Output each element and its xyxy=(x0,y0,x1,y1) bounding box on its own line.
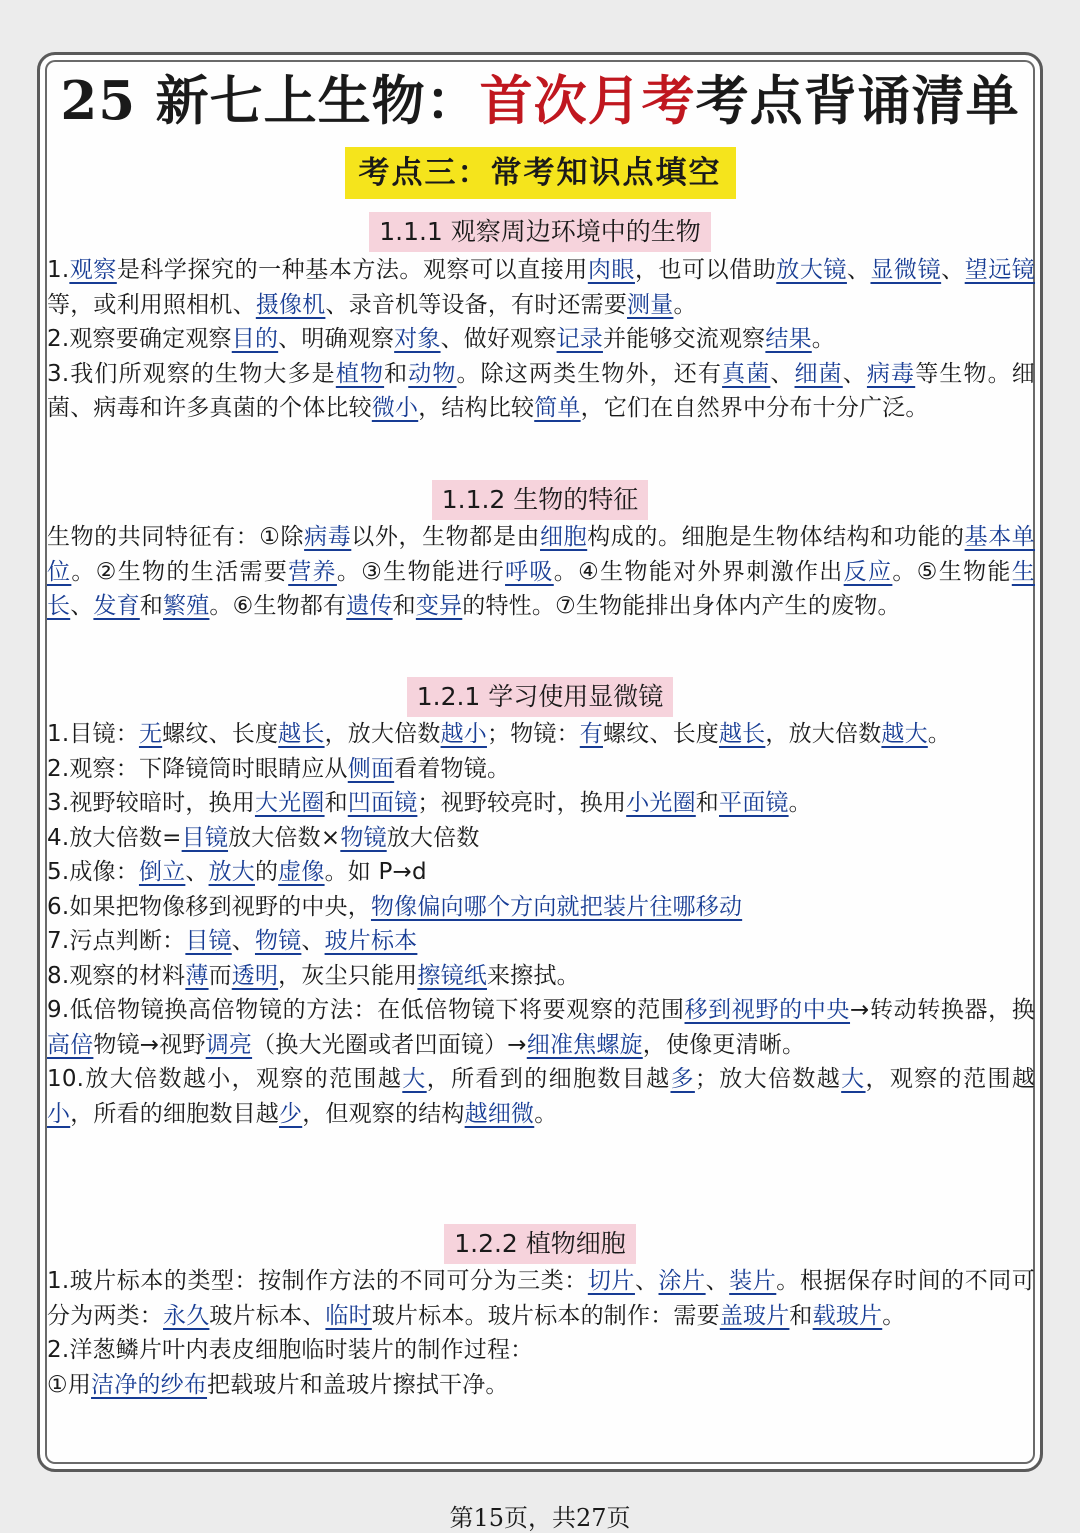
paragraph xyxy=(47,1264,1035,1333)
title-highlight: 首次月考 xyxy=(479,70,696,132)
keyword-answer: 载玻片 xyxy=(812,1302,883,1329)
text-run: 、 xyxy=(842,360,867,387)
keyword-answer: 大 xyxy=(402,1066,427,1092)
text-run: 玻片标本。玻片标本的制作：需要 xyxy=(371,1302,720,1329)
title-part1: 25 新七上生物： xyxy=(60,70,480,132)
text-run: 8.观察的材料 xyxy=(47,962,186,989)
text-run: 3.视野较暗时，换用 xyxy=(47,790,255,816)
section-body xyxy=(47,520,1035,624)
text-run: 物镜→视野 xyxy=(93,1031,206,1058)
keyword-answer: 少 xyxy=(279,1100,303,1127)
text-run: 。③生物能进行 xyxy=(336,558,506,585)
keyword-answer: 呼吸 xyxy=(505,558,554,585)
keyword-answer: 移到视野的中央 xyxy=(684,997,851,1023)
keyword-answer: 无 xyxy=(138,721,163,747)
text-run: ，结构比较 xyxy=(418,395,535,421)
paragraph xyxy=(47,520,1035,624)
page-number: 第15页，共27页 xyxy=(449,1504,631,1532)
subtitle-banner: 考点三：常考知识点填空 xyxy=(345,147,736,199)
keyword-answer: 越长 xyxy=(278,721,325,747)
text-run: 2.观察要确定观察 xyxy=(47,326,232,352)
text-run: ，但观察的结构 xyxy=(302,1100,465,1127)
keyword-answer: 放大镜 xyxy=(776,257,847,283)
keyword-answer: 测量 xyxy=(627,291,674,318)
text-run: 来擦拭。 xyxy=(486,962,580,989)
text-run: 5.成像： xyxy=(47,859,139,885)
text-run: 构成的。细胞是生物体结构和功能的 xyxy=(587,524,965,550)
text-run: 6.如果把物像移到视野的中央， xyxy=(47,893,371,920)
text-run: 和 xyxy=(324,790,348,816)
section-body xyxy=(47,253,1035,426)
keyword-answer: 结果 xyxy=(765,326,812,352)
text-run: 、 xyxy=(770,360,795,387)
keyword-answer: 小 xyxy=(47,1100,71,1127)
text-run: 。④生物能对外界刺激作出 xyxy=(553,558,844,585)
paragraph xyxy=(47,821,1035,856)
keyword-answer: 目镜 xyxy=(181,824,229,851)
keyword-answer: 大光圈 xyxy=(254,790,325,816)
text-run: 。⑤生物能 xyxy=(892,558,1012,585)
text-run: （换大光圈或者凹面镜）→ xyxy=(252,1031,527,1058)
section-heading-1-2-1 xyxy=(0,677,1080,717)
paragraph xyxy=(47,253,1035,322)
text-run: 、录音机等设备，有时还需要 xyxy=(325,291,628,318)
keyword-answer: 大 xyxy=(841,1066,866,1092)
text-run: 是科学探究的一种基本方法。观察可以直接用 xyxy=(116,257,588,283)
text-run: 的 xyxy=(254,859,279,885)
text-run: 4.放大倍数= xyxy=(47,824,182,851)
keyword-answer: 盖玻片 xyxy=(719,1302,790,1329)
keyword-answer: 调亮 xyxy=(205,1031,253,1058)
subtitle-wrap xyxy=(0,147,1080,199)
text-run: ，使像更清晰。 xyxy=(642,1031,806,1058)
text-run: 以外，生物都是由 xyxy=(351,524,541,550)
text-run: 。如 P→d xyxy=(324,859,427,885)
text-run: 螺纹、长度 xyxy=(602,721,719,747)
keyword-answer: 越细微 xyxy=(464,1100,535,1127)
text-run: 、 xyxy=(941,257,965,283)
text-run: 。根据保存时间的不同可分为两类： xyxy=(47,1268,1036,1329)
keyword-answer: 倒立 xyxy=(138,859,186,885)
keyword-answer: 洁净的纱布 xyxy=(91,1371,208,1398)
section-heading-1-1-2 xyxy=(0,480,1080,520)
text-run: ，它们在自然界中分布十分广泛。 xyxy=(580,395,929,421)
text-run: 1. xyxy=(47,257,70,283)
keyword-answer: 物像偏向哪个方向就把装片往哪移动 xyxy=(370,893,743,920)
keyword-answer: 繁殖 xyxy=(163,593,210,619)
keyword-answer: 细准焦螺旋 xyxy=(526,1031,643,1058)
paragraph xyxy=(47,993,1035,1062)
keyword-answer: 擦镜纸 xyxy=(417,962,487,989)
text-run: ，放大倍数 xyxy=(324,721,441,747)
keyword-answer: 越小 xyxy=(440,721,487,747)
paragraph xyxy=(47,1333,1035,1368)
paragraph xyxy=(47,855,1035,890)
keyword-answer: 薄 xyxy=(185,962,209,989)
text-run: ，观察的范围越 xyxy=(865,1066,1036,1092)
text-run: 。 xyxy=(927,721,951,747)
paragraph xyxy=(47,717,1035,752)
text-run: ；视野较亮时，换用 xyxy=(417,790,627,816)
text-run: ①用 xyxy=(47,1371,92,1398)
text-run: 和 xyxy=(695,790,719,816)
text-run: 并能够交流观察 xyxy=(602,326,766,352)
text-run: 、 xyxy=(846,257,871,283)
keyword-answer: 透明 xyxy=(231,962,279,989)
text-run: 、 xyxy=(634,1268,659,1294)
text-run: ，灰尘只能用 xyxy=(278,962,418,989)
keyword-answer: 目镜 xyxy=(185,928,232,954)
text-run: 和 xyxy=(789,1302,813,1329)
keyword-answer: 肉眼 xyxy=(587,257,635,283)
text-run: 。 xyxy=(673,291,697,318)
keyword-answer: 装片 xyxy=(729,1268,777,1294)
text-run: 把载玻片和盖玻片擦拭干净。 xyxy=(207,1371,509,1398)
keyword-answer: 营养 xyxy=(288,558,337,585)
keyword-answer: 小光圈 xyxy=(626,790,696,816)
keyword-answer: 放大 xyxy=(208,859,255,885)
text-run: 、 xyxy=(301,928,325,954)
keyword-answer: 物镜 xyxy=(254,928,302,954)
keyword-answer: 动物 xyxy=(408,360,457,387)
keyword-answer: 遗传 xyxy=(346,593,393,619)
text-run: 。 xyxy=(534,1100,558,1127)
text-run: 。除这两类生物外，还有 xyxy=(456,360,723,387)
keyword-answer: 物镜 xyxy=(340,824,387,851)
keyword-answer: 多 xyxy=(670,1066,695,1092)
text-run: 、 xyxy=(231,928,255,954)
keyword-answer: 基本单位 xyxy=(47,524,1036,585)
keyword-answer: 涂片 xyxy=(658,1268,706,1294)
keyword-answer: 微小 xyxy=(371,395,419,421)
paragraph xyxy=(47,890,1035,925)
keyword-answer: 虚像 xyxy=(278,859,325,885)
text-run: ，所看到的细胞数目越 xyxy=(426,1066,671,1092)
section-heading-1-1-1 xyxy=(0,212,1080,252)
page-title xyxy=(0,66,1080,136)
text-run: 。⑥生物都有 xyxy=(209,593,347,619)
paragraph xyxy=(47,1368,1035,1403)
section-body xyxy=(47,1264,1035,1402)
text-run: 1.目镜： xyxy=(47,721,139,747)
keyword-answer: 玻片标本 xyxy=(324,928,418,954)
text-run: 10.放大倍数越小，观察的范围越 xyxy=(47,1066,403,1092)
keyword-answer: 显微镜 xyxy=(870,257,942,283)
text-run: 螺纹、长度 xyxy=(162,721,279,747)
paragraph xyxy=(47,959,1035,994)
text-run: ，也可以借助 xyxy=(634,257,777,283)
text-run: 2.洋葱鳞片叶内表皮细胞临时装片的制作过程： xyxy=(47,1337,534,1363)
keyword-answer: 生长 xyxy=(47,558,1035,619)
keyword-answer: 高倍 xyxy=(47,1031,94,1058)
keyword-answer: 临时 xyxy=(325,1302,372,1329)
text-run: ；物镜： xyxy=(486,721,580,747)
text-run: ；放大倍数越 xyxy=(694,1066,842,1092)
paragraph xyxy=(47,1062,1035,1131)
text-run: 、做好观察 xyxy=(440,326,557,352)
keyword-answer: 记录 xyxy=(556,326,603,352)
text-run: 和 xyxy=(384,360,409,387)
keyword-answer: 有 xyxy=(579,721,603,747)
section-heading-label: 1.2.2 植物细胞 xyxy=(444,1224,636,1264)
keyword-answer: 反应 xyxy=(843,558,893,585)
keyword-answer: 侧面 xyxy=(347,755,395,782)
keyword-answer: 目的 xyxy=(231,326,279,352)
text-run: 。 xyxy=(811,326,835,352)
section-body xyxy=(47,717,1035,1131)
text-run: 、 xyxy=(185,859,209,885)
keyword-answer: 植物 xyxy=(335,360,385,387)
paragraph xyxy=(47,357,1035,426)
keyword-answer: 观察 xyxy=(69,257,117,283)
text-run: ，放大倍数 xyxy=(765,721,882,747)
text-run: 3.我们所观察的生物大多是 xyxy=(47,360,336,387)
keyword-answer: 摄像机 xyxy=(255,291,326,318)
text-run: 、 xyxy=(70,593,94,619)
text-run: ，所看的细胞数目越 xyxy=(70,1100,280,1127)
text-run: 的特性。⑦生物能排出身体内产生的废物。 xyxy=(462,593,901,619)
paragraph xyxy=(47,322,1035,357)
keyword-answer: 对象 xyxy=(394,326,441,352)
text-run: 和 xyxy=(139,593,164,619)
text-run: 9.低倍物镜换高倍物镜的方法：在低倍物镜下将要观察的范围 xyxy=(47,997,685,1023)
title-part2: 考点背诵清单 xyxy=(695,70,1020,132)
section-heading-1-2-2 xyxy=(0,1224,1080,1264)
text-run: 2.观察：下降镜筒时眼睛应从 xyxy=(47,755,348,782)
keyword-answer: 发育 xyxy=(93,593,140,619)
text-run: 看着物镜。 xyxy=(394,755,511,782)
section-heading-label: 1.1.2 生物的特征 xyxy=(432,480,649,520)
text-run: 和 xyxy=(392,593,416,619)
text-run: 。 xyxy=(882,1302,906,1329)
text-run: 玻片标本、 xyxy=(209,1302,326,1329)
keyword-answer: 越长 xyxy=(718,721,766,747)
keyword-answer: 真菌 xyxy=(722,360,771,387)
keyword-answer: 望远镜 xyxy=(964,257,1036,283)
keyword-answer: 细胞 xyxy=(540,524,588,550)
keyword-answer: 病毒 xyxy=(304,524,352,550)
keyword-answer: 切片 xyxy=(587,1268,635,1294)
paragraph xyxy=(47,924,1035,959)
text-run: 1.玻片标本的类型：按制作方法的不同可分为三类： xyxy=(47,1268,588,1294)
paragraph xyxy=(47,752,1035,787)
section-heading-label: 1.1.1 观察周边环境中的生物 xyxy=(369,212,711,252)
text-run: 生物的共同特征有：①除 xyxy=(47,524,305,550)
text-run: 、 xyxy=(705,1268,730,1294)
paragraph xyxy=(47,786,1035,821)
text-run: 等，或利用照相机、 xyxy=(47,291,256,318)
keyword-answer: 变异 xyxy=(415,593,463,619)
section-heading-label: 1.2.1 学习使用显微镜 xyxy=(407,677,674,717)
text-run: 。②生物的生活需要 xyxy=(71,558,289,585)
keyword-answer: 越大 xyxy=(881,721,928,747)
keyword-answer: 病毒 xyxy=(866,360,916,387)
text-run: →转动转换器，换 xyxy=(850,997,1036,1023)
text-run: 7.污点判断： xyxy=(47,928,186,954)
keyword-answer: 永久 xyxy=(163,1302,210,1329)
text-run: 、明确观察 xyxy=(278,326,395,352)
keyword-answer: 简单 xyxy=(534,395,581,421)
text-run: 放大倍数× xyxy=(228,824,341,851)
keyword-answer: 平面镜 xyxy=(719,790,789,816)
text-run: 放大倍数 xyxy=(386,824,480,851)
keyword-answer: 细菌 xyxy=(794,360,843,387)
keyword-answer: 凹面镜 xyxy=(347,790,418,816)
text-run: 而 xyxy=(208,962,232,989)
text-run: 。 xyxy=(788,790,812,816)
text-run: 等生物。细菌、病毒和许多真菌的个体比较 xyxy=(47,360,1035,421)
